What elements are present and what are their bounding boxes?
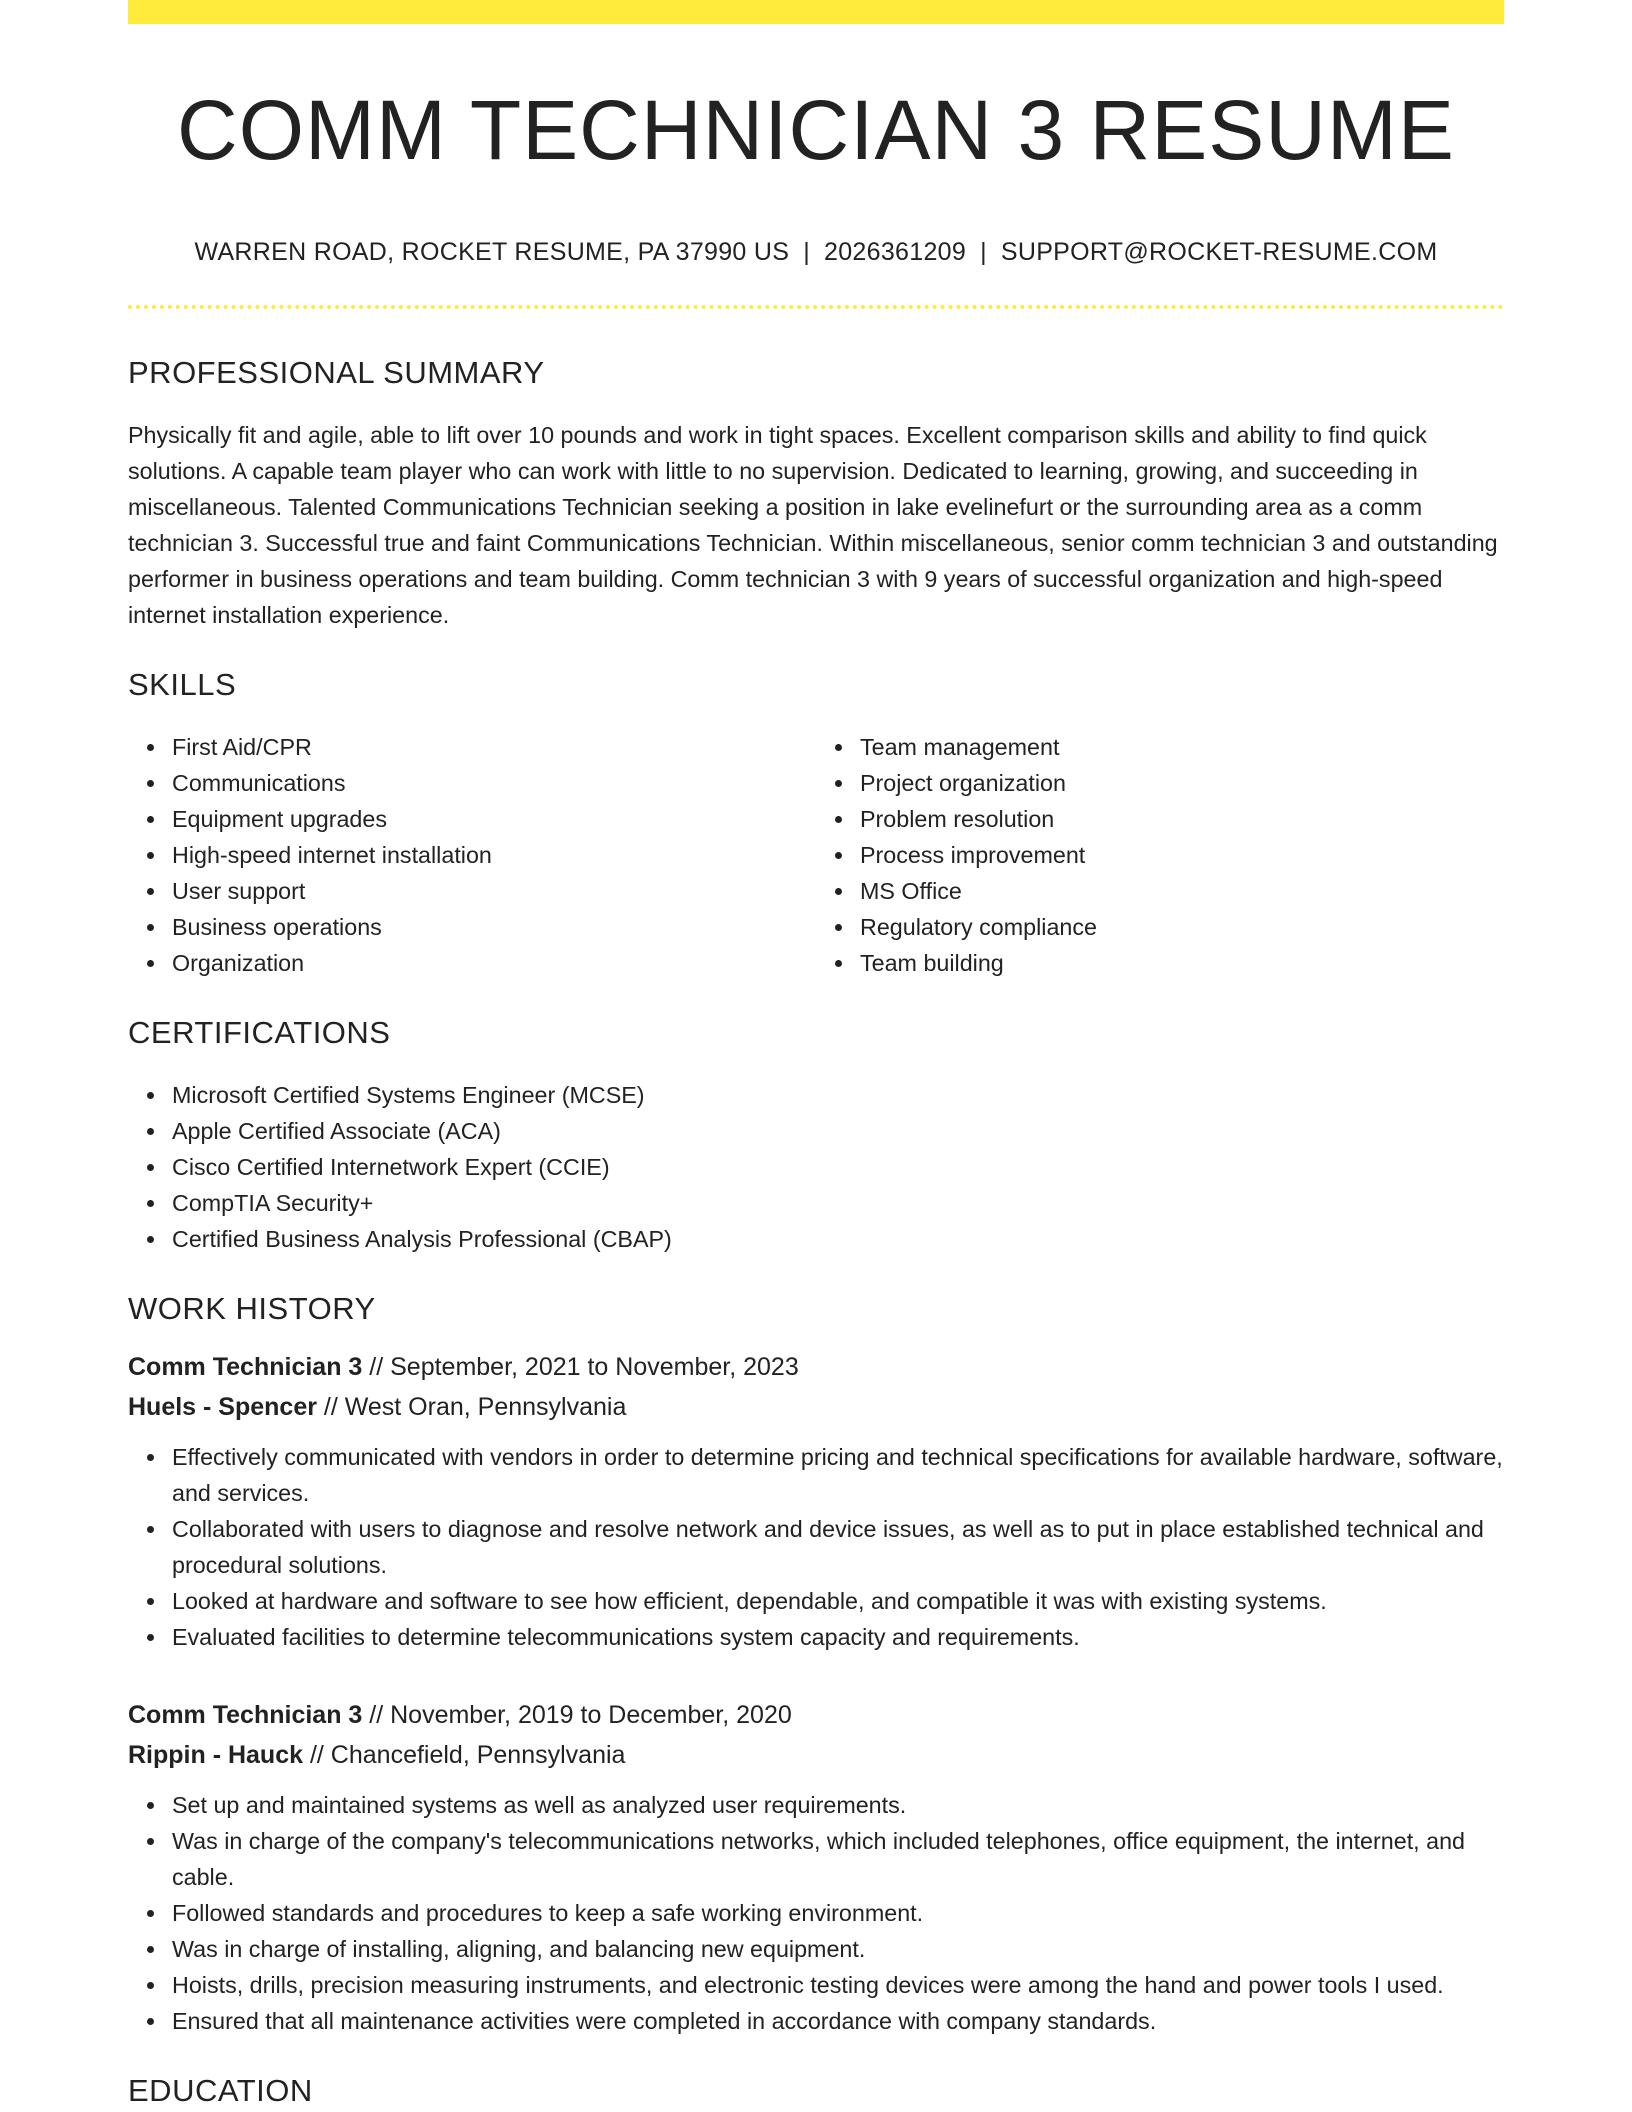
job-bullet: Was in charge of installing, aligning, and balancing new equipment. <box>172 1931 1504 1967</box>
accent-top-bar <box>128 0 1504 24</box>
skill-item: Organization <box>172 945 816 981</box>
job-dates: // November, 2019 to December, 2020 <box>362 1701 792 1730</box>
certifications-heading: CERTIFICATIONS <box>128 1015 391 1051</box>
resume-page <box>128 0 1504 2109</box>
certification-item: Apple Certified Associate (ACA) <box>172 1113 1504 1149</box>
skill-item: User support <box>172 873 816 909</box>
contact-separator: | <box>803 238 811 267</box>
job-company-line <box>128 1387 1504 1427</box>
certification-item: Cisco Certified Internetwork Expert (CCIE) <box>172 1149 1504 1185</box>
job-title-line <box>128 1347 1504 1387</box>
job-bullet: Evaluated facilities to determine telecommunications system capacity and requirements. <box>172 1619 1504 1655</box>
job-bullet: Looked at hardware and software to see how efficient, dependable, and compatible it was with existing systems. <box>172 1583 1504 1619</box>
job-bullet: Was in charge of the company's telecommunications networks, which included telephones, office equipment, the internet, and cable. <box>172 1823 1504 1895</box>
skill-item: Team building <box>860 945 1504 981</box>
contact-separator: | <box>980 238 987 267</box>
work-history-heading: WORK HISTORY <box>128 1291 376 1327</box>
skill-item: Regulatory compliance <box>860 909 1504 945</box>
education-heading: EDUCATION <box>128 2073 313 2109</box>
skill-item: MS Office <box>860 873 1504 909</box>
skills-list <box>128 729 1504 981</box>
job-company: Rippin - Hauck <box>128 1741 304 1770</box>
job-location: // Chancefield, Pennsylvania <box>303 1741 626 1770</box>
job-bullet: Ensured that all maintenance activities were completed in accordance with company standards. <box>172 2003 1504 2039</box>
job-title-line <box>128 1695 1504 1735</box>
job-bullets <box>128 1787 1504 2039</box>
job-title: Comm Technician 3 <box>128 1353 363 1382</box>
job-bullet: Set up and maintained systems as well as analyzed user requirements. <box>172 1787 1504 1823</box>
job-bullet: Effectively communicated with vendors in order to determine pricing and technical specifications for available hardware, software, and services. <box>172 1439 1504 1511</box>
certification-item: Certified Business Analysis Professional (CBAP) <box>172 1221 1504 1257</box>
job-dates: // September, 2021 to November, 2023 <box>362 1353 799 1382</box>
job-title: Comm Technician 3 <box>128 1701 363 1730</box>
job-bullet: Collaborated with users to diagnose and resolve network and device issues, as well as to put in place established technical and procedural solutions. <box>172 1511 1504 1583</box>
contact-phone: 2026361209 <box>824 238 967 267</box>
dotted-divider <box>128 305 1504 309</box>
certifications-list <box>128 1077 1504 1257</box>
certification-item: CompTIA Security+ <box>172 1185 1504 1221</box>
skill-item: Problem resolution <box>860 801 1504 837</box>
summary-text: Physically fit and agile, able to lift over 10 pounds and work in tight spaces. Excellent comparison skills and ability to find quick solutions. A capable team player who can work with little to no supervision. Dedicated to learning, growing, and succeeding in miscellaneous. Talented Communications Technician seeking a position in lake evelinefurt or the surrounding area as a comm technician 3. Successful true and faint Communications Technician. Within miscellaneous, senior comm technician 3 and outstanding performer in business operations and team building. Comm technician 3 with 9 years of successful organization and high-speed internet installation experience. <box>128 422 1498 629</box>
skills-heading: SKILLS <box>128 667 237 703</box>
job-bullets <box>128 1439 1504 1655</box>
skills-column-right <box>816 729 1504 981</box>
skill-item: High-speed internet installation <box>172 837 816 873</box>
contact-address: WARREN ROAD, ROCKET RESUME, PA 37990 US <box>194 238 790 267</box>
skill-item: Team management <box>860 729 1504 765</box>
skill-item: Project organization <box>860 765 1504 801</box>
skill-item: Process improvement <box>860 837 1504 873</box>
skill-item: Business operations <box>172 909 816 945</box>
job-entry <box>128 1695 1504 2039</box>
contact-email: SUPPORT@ROCKET-RESUME.COM <box>1000 238 1438 267</box>
job-location: // West Oran, Pennsylvania <box>316 1393 627 1422</box>
job-company-line <box>128 1735 1504 1775</box>
summary-heading: PROFESSIONAL SUMMARY <box>128 355 545 391</box>
skills-column-left <box>128 729 816 981</box>
skill-item: Communications <box>172 765 816 801</box>
skill-item: First Aid/CPR <box>172 729 816 765</box>
job-entry <box>128 1347 1504 1655</box>
job-bullet: Followed standards and procedures to keep a safe working environment. <box>172 1895 1504 1931</box>
contact-line <box>128 238 1504 267</box>
job-bullet: Hoists, drills, precision measuring instruments, and electronic testing devices were among the hand and power tools I used. <box>172 1967 1504 2003</box>
job-company: Huels - Spencer <box>128 1393 317 1422</box>
skill-item: Equipment upgrades <box>172 801 816 837</box>
resume-title: COMM TECHNICIAN 3 RESUME <box>177 83 1455 177</box>
certification-item: Microsoft Certified Systems Engineer (MCSE) <box>172 1077 1504 1113</box>
